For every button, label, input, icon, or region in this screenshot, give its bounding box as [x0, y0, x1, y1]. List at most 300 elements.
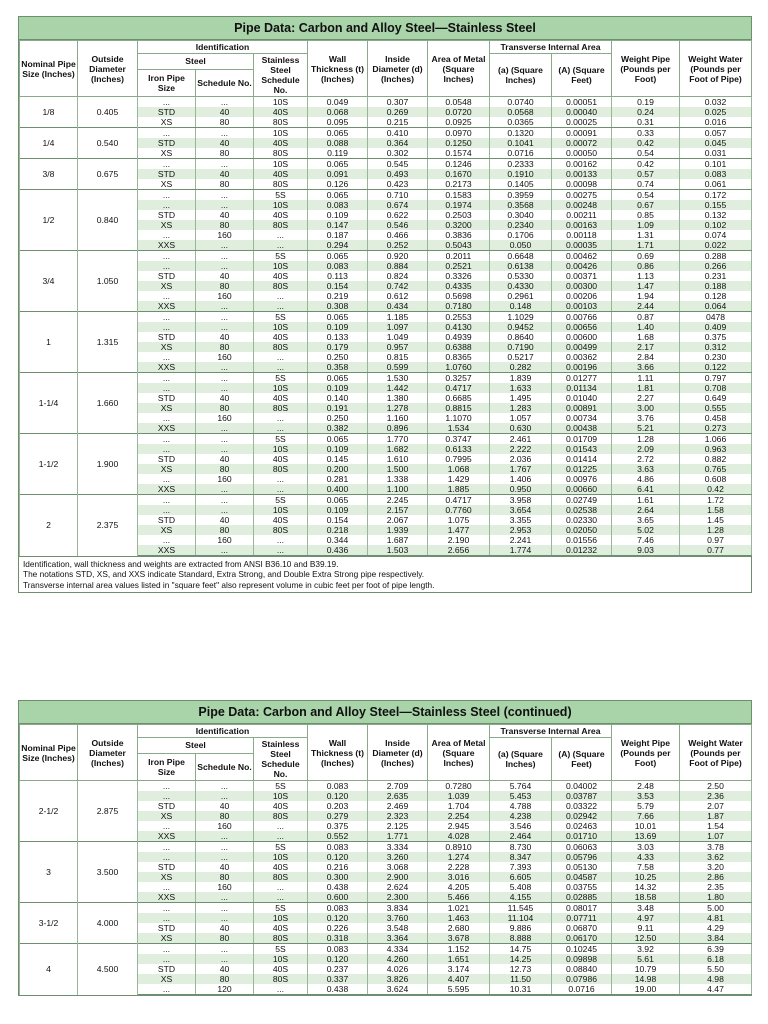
cell-wall-thickness: 0.088 [308, 138, 368, 148]
cell-area-square-inches: 4.155 [490, 892, 552, 903]
cell-area-of-metal: 1.0760 [428, 362, 490, 373]
cell-weight-pipe: 0.54 [612, 190, 680, 201]
header-wall-thickness: Wall Thickness (t) (Inches) [308, 725, 368, 781]
cell-area-square-feet: 0.04587 [552, 872, 612, 882]
cell-stainless-schedule: 40S [254, 210, 308, 220]
cell-area-square-inches: 8.347 [490, 852, 552, 862]
cell-area-square-feet: 0.02749 [552, 495, 612, 506]
cell-weight-pipe: 14.98 [612, 974, 680, 984]
header-schedule-no: Schedule No. [196, 69, 254, 96]
cell-area-of-metal: 0.1574 [428, 148, 490, 159]
cell-inside-diameter: 2.125 [368, 821, 428, 831]
cell-weight-water: 0.375 [680, 332, 752, 342]
cell-weight-pipe: 3.66 [612, 362, 680, 373]
note-line: Transverse internal area values listed in "square feet" also represent volume in cubic feet per foot of pipe length. [23, 579, 435, 590]
cell-wall-thickness: 0.120 [308, 913, 368, 923]
cell-area-square-inches: 4.238 [490, 811, 552, 821]
cell-weight-water: 0.97 [680, 535, 752, 545]
cell-wall-thickness: 0.065 [308, 190, 368, 201]
cell-area-square-inches: 0.2961 [490, 291, 552, 301]
cell-wall-thickness: 0.083 [308, 261, 368, 271]
cell-wall-thickness: 0.065 [308, 373, 368, 384]
cell-area-of-metal: 5.466 [428, 892, 490, 903]
cell-schedule-no: ... [196, 791, 254, 801]
cell-iron-pipe-size: STD [138, 169, 196, 179]
cell-weight-water: 1.87 [680, 811, 752, 821]
cell-area-square-feet: 0.00248 [552, 200, 612, 210]
cell-wall-thickness: 0.109 [308, 383, 368, 393]
cell-schedule-no: 40 [196, 138, 254, 148]
cell-inside-diameter: 0.710 [368, 190, 428, 201]
cell-iron-pipe-size: XS [138, 179, 196, 190]
cell-weight-pipe: 1.13 [612, 271, 680, 281]
cell-weight-water: 1.72 [680, 495, 752, 506]
cell-area-square-feet: 0.00118 [552, 230, 612, 240]
header-steel: Steel [138, 54, 254, 70]
cell-area-square-inches: 0.4330 [490, 281, 552, 291]
cell-stainless-schedule: ... [254, 362, 308, 373]
cell-area-square-inches: 0.8640 [490, 332, 552, 342]
cell-nominal-size: 1/8 [20, 97, 78, 128]
cell-wall-thickness: 0.237 [308, 964, 368, 974]
cell-area-square-inches: 0.630 [490, 423, 552, 434]
cell-stainless-schedule: 40S [254, 801, 308, 811]
cell-inside-diameter: 3.548 [368, 923, 428, 933]
cell-area-of-metal: 0.3257 [428, 373, 490, 384]
cell-iron-pipe-size: STD [138, 271, 196, 281]
cell-schedule-no: ... [196, 261, 254, 271]
cell-wall-thickness: 0.203 [308, 801, 368, 811]
cell-area-of-metal: 0.1246 [428, 159, 490, 170]
cell-schedule-no: 80 [196, 148, 254, 159]
cell-stainless-schedule: ... [254, 474, 308, 484]
cell-weight-pipe: 4.33 [612, 852, 680, 862]
cell-schedule-no: ... [196, 903, 254, 914]
cell-stainless-schedule: 40S [254, 271, 308, 281]
cell-weight-pipe: 1.81 [612, 383, 680, 393]
cell-iron-pipe-size: ... [138, 97, 196, 108]
cell-weight-pipe: 1.40 [612, 322, 680, 332]
cell-weight-water: 1.07 [680, 831, 752, 842]
cell-stainless-schedule: 80S [254, 525, 308, 535]
cell-area-of-metal: 0.3200 [428, 220, 490, 230]
cell-iron-pipe-size: STD [138, 454, 196, 464]
cell-weight-pipe: 5.79 [612, 801, 680, 811]
cell-inside-diameter: 1.049 [368, 332, 428, 342]
cell-wall-thickness: 0.065 [308, 495, 368, 506]
cell-wall-thickness: 0.552 [308, 831, 368, 842]
cell-area-square-feet: 0.00103 [552, 301, 612, 312]
cell-area-of-metal: 0.4130 [428, 322, 490, 332]
cell-stainless-schedule: 5S [254, 495, 308, 506]
cell-area-square-inches: 0.0568 [490, 107, 552, 117]
cell-weight-water: 6.39 [680, 944, 752, 955]
cell-weight-water: 2.36 [680, 791, 752, 801]
cell-inside-diameter: 2.323 [368, 811, 428, 821]
cell-area-square-inches: 3.654 [490, 505, 552, 515]
cell-area-square-feet: 0.00891 [552, 403, 612, 413]
cell-inside-diameter: 4.026 [368, 964, 428, 974]
cell-area-square-inches: 0.050 [490, 240, 552, 251]
cell-area-square-inches: 0.6648 [490, 251, 552, 262]
cell-area-square-feet: 0.01543 [552, 444, 612, 454]
cell-weight-water: 0.031 [680, 148, 752, 159]
table-row [20, 842, 752, 853]
cell-weight-pipe: 0.87 [612, 312, 680, 323]
cell-stainless-schedule: ... [254, 413, 308, 423]
cell-wall-thickness: 0.065 [308, 312, 368, 323]
cell-area-square-feet: 0.00163 [552, 220, 612, 230]
pipe-data-grid [19, 40, 752, 556]
cell-weight-pipe: 12.50 [612, 933, 680, 944]
cell-wall-thickness: 0.140 [308, 393, 368, 403]
cell-iron-pipe-size: STD [138, 964, 196, 974]
cell-wall-thickness: 0.083 [308, 944, 368, 955]
cell-area-of-metal: 1.704 [428, 801, 490, 811]
cell-area-of-metal: 0.8365 [428, 352, 490, 362]
cell-inside-diameter: 0.434 [368, 301, 428, 312]
cell-weight-pipe: 13.69 [612, 831, 680, 842]
cell-stainless-schedule: 80S [254, 403, 308, 413]
cell-weight-pipe: 1.09 [612, 220, 680, 230]
cell-inside-diameter: 0.622 [368, 210, 428, 220]
cell-weight-water: 0478 [680, 312, 752, 323]
cell-outside-diameter: 0.840 [78, 190, 138, 251]
cell-area-square-inches: 0.282 [490, 362, 552, 373]
cell-wall-thickness: 0.191 [308, 403, 368, 413]
cell-wall-thickness: 0.358 [308, 362, 368, 373]
cell-wall-thickness: 0.226 [308, 923, 368, 933]
cell-schedule-no: 160 [196, 413, 254, 423]
cell-stainless-schedule: 80S [254, 179, 308, 190]
cell-iron-pipe-size: XS [138, 148, 196, 159]
cell-schedule-no: 80 [196, 342, 254, 352]
cell-wall-thickness: 0.065 [308, 434, 368, 445]
cell-area-square-inches: 2.953 [490, 525, 552, 535]
cell-area-of-metal: 3.678 [428, 933, 490, 944]
cell-stainless-schedule: 80S [254, 464, 308, 474]
cell-schedule-no: ... [196, 545, 254, 556]
cell-stainless-schedule: 10S [254, 444, 308, 454]
cell-nominal-size: 1/2 [20, 190, 78, 251]
cell-inside-diameter: 1.500 [368, 464, 428, 474]
cell-area-of-metal: 0.7995 [428, 454, 490, 464]
cell-schedule-no: ... [196, 831, 254, 842]
cell-wall-thickness: 0.600 [308, 892, 368, 903]
cell-weight-water: 4.98 [680, 974, 752, 984]
cell-weight-water: 0.231 [680, 271, 752, 281]
cell-weight-pipe: 0.19 [612, 97, 680, 108]
cell-area-of-metal: 1.477 [428, 525, 490, 535]
cell-weight-pipe: 0.33 [612, 128, 680, 139]
cell-inside-diameter: 0.742 [368, 281, 428, 291]
cell-area-of-metal: 0.4717 [428, 383, 490, 393]
header-area-of-metal: Area of Metal (Square Inches) [428, 41, 490, 97]
cell-weight-water: 0.188 [680, 281, 752, 291]
cell-weight-pipe: 19.00 [612, 984, 680, 995]
cell-weight-pipe: 5.61 [612, 954, 680, 964]
table-row [20, 128, 752, 139]
cell-iron-pipe-size: STD [138, 393, 196, 403]
cell-outside-diameter: 4.500 [78, 944, 138, 995]
cell-iron-pipe-size: ... [138, 291, 196, 301]
cell-weight-water: 0.102 [680, 220, 752, 230]
header-area-of-metal: Area of Metal (Square Inches) [428, 725, 490, 781]
cell-area-square-feet: 0.02330 [552, 515, 612, 525]
cell-weight-pipe: 4.97 [612, 913, 680, 923]
cell-weight-pipe: 1.31 [612, 230, 680, 240]
cell-weight-water: 6.18 [680, 954, 752, 964]
cell-iron-pipe-size: STD [138, 515, 196, 525]
cell-area-square-feet: 0.00051 [552, 97, 612, 108]
cell-area-square-feet: 0.01556 [552, 535, 612, 545]
cell-outside-diameter: 2.875 [78, 781, 138, 842]
pipe-data-table-1 [18, 16, 752, 593]
cell-area-square-inches: 1.406 [490, 474, 552, 484]
cell-area-of-metal: 0.5698 [428, 291, 490, 301]
header-identification: Identification [138, 41, 308, 54]
cell-schedule-no: 80 [196, 872, 254, 882]
cell-stainless-schedule: 40S [254, 169, 308, 179]
header-nominal-size: Nominal Pipe Size (Inches) [20, 725, 78, 781]
cell-area-square-feet: 0.00499 [552, 342, 612, 352]
note-line: The notations STD, XS, and XXS indicate Standard, Extra Strong, and Double Extra Strong pipe respectively. [23, 569, 425, 580]
cell-schedule-no: 80 [196, 525, 254, 535]
pipe-data-table-2 [18, 700, 752, 996]
cell-area-of-metal: 4.028 [428, 831, 490, 842]
cell-area-square-feet: 0.06170 [552, 933, 612, 944]
header-wall-thickness: Wall Thickness (t) (Inches) [308, 41, 368, 97]
cell-area-square-feet: 0.02942 [552, 811, 612, 821]
cell-schedule-no: 160 [196, 821, 254, 831]
cell-area-of-metal: 1.075 [428, 515, 490, 525]
cell-stainless-schedule: 10S [254, 383, 308, 393]
cell-area-square-feet: 0.04002 [552, 781, 612, 792]
cell-nominal-size: 4 [20, 944, 78, 995]
cell-wall-thickness: 0.091 [308, 169, 368, 179]
cell-iron-pipe-size: XS [138, 342, 196, 352]
cell-iron-pipe-size: XS [138, 811, 196, 821]
cell-weight-water: 0.155 [680, 200, 752, 210]
cell-iron-pipe-size: ... [138, 495, 196, 506]
cell-inside-diameter: 1.338 [368, 474, 428, 484]
cell-stainless-schedule: ... [254, 352, 308, 362]
cell-nominal-size: 3/8 [20, 159, 78, 190]
header-schedule-no: Schedule No. [196, 753, 254, 780]
cell-area-square-feet: 0.02050 [552, 525, 612, 535]
cell-wall-thickness: 0.187 [308, 230, 368, 240]
cell-weight-pipe: 3.48 [612, 903, 680, 914]
header-identification: Identification [138, 725, 308, 738]
cell-inside-diameter: 4.260 [368, 954, 428, 964]
cell-area-square-feet: 0.00196 [552, 362, 612, 373]
cell-weight-pipe: 5.21 [612, 423, 680, 434]
cell-stainless-schedule: 10S [254, 200, 308, 210]
cell-weight-pipe: 18.58 [612, 892, 680, 903]
cell-area-of-metal: 0.1250 [428, 138, 490, 148]
cell-stainless-schedule: ... [254, 821, 308, 831]
cell-weight-water: 0.409 [680, 322, 752, 332]
cell-area-square-inches: 1.057 [490, 413, 552, 423]
cell-weight-water: 0.882 [680, 454, 752, 464]
cell-wall-thickness: 0.065 [308, 251, 368, 262]
cell-area-square-feet: 0.03787 [552, 791, 612, 801]
cell-inside-diameter: 1.160 [368, 413, 428, 423]
cell-area-square-inches: 1.283 [490, 403, 552, 413]
cell-area-square-inches: 0.148 [490, 301, 552, 312]
cell-area-square-feet: 0.06063 [552, 842, 612, 853]
cell-schedule-no: ... [196, 322, 254, 332]
cell-area-square-inches: 6.605 [490, 872, 552, 882]
cell-weight-pipe: 2.48 [612, 781, 680, 792]
cell-area-square-feet: 0.0716 [552, 984, 612, 995]
cell-outside-diameter: 1.315 [78, 312, 138, 373]
cell-inside-diameter: 0.815 [368, 352, 428, 362]
cell-weight-pipe: 0.42 [612, 138, 680, 148]
cell-schedule-no: 40 [196, 515, 254, 525]
cell-inside-diameter: 0.884 [368, 261, 428, 271]
cell-outside-diameter: 2.375 [78, 495, 138, 556]
cell-area-square-feet: 0.02463 [552, 821, 612, 831]
cell-area-square-inches: 0.1320 [490, 128, 552, 139]
cell-area-square-inches: 2.461 [490, 434, 552, 445]
cell-wall-thickness: 0.154 [308, 515, 368, 525]
cell-wall-thickness: 0.126 [308, 179, 368, 190]
table-row [20, 903, 752, 914]
cell-weight-water: 1.80 [680, 892, 752, 903]
cell-weight-pipe: 6.41 [612, 484, 680, 495]
cell-area-of-metal: 0.6133 [428, 444, 490, 454]
cell-nominal-size: 1-1/4 [20, 373, 78, 434]
cell-stainless-schedule: 5S [254, 781, 308, 792]
cell-area-square-inches: 2.464 [490, 831, 552, 842]
cell-weight-water: 2.86 [680, 872, 752, 882]
cell-area-square-inches: 8.730 [490, 842, 552, 853]
cell-wall-thickness: 0.120 [308, 791, 368, 801]
cell-iron-pipe-size: XS [138, 525, 196, 535]
cell-weight-pipe: 10.01 [612, 821, 680, 831]
cell-inside-diameter: 0.824 [368, 271, 428, 281]
cell-area-of-metal: 0.8815 [428, 403, 490, 413]
cell-area-square-inches: 0.950 [490, 484, 552, 495]
cell-inside-diameter: 0.546 [368, 220, 428, 230]
cell-area-square-feet: 0.08840 [552, 964, 612, 974]
cell-area-square-feet: 0.09898 [552, 954, 612, 964]
cell-iron-pipe-size: STD [138, 107, 196, 117]
cell-schedule-no: 80 [196, 974, 254, 984]
cell-wall-thickness: 0.120 [308, 852, 368, 862]
cell-inside-diameter: 3.760 [368, 913, 428, 923]
cell-weight-pipe: 0.54 [612, 148, 680, 159]
cell-iron-pipe-size: ... [138, 791, 196, 801]
cell-schedule-no: ... [196, 301, 254, 312]
cell-stainless-schedule: 40S [254, 393, 308, 403]
cell-nominal-size: 1-1/2 [20, 434, 78, 495]
cell-area-square-feet: 0.00091 [552, 128, 612, 139]
cell-stainless-schedule: ... [254, 423, 308, 434]
cell-wall-thickness: 0.083 [308, 781, 368, 792]
cell-area-square-inches: 3.958 [490, 495, 552, 506]
cell-inside-diameter: 0.545 [368, 159, 428, 170]
cell-iron-pipe-size: XS [138, 403, 196, 413]
cell-stainless-schedule: ... [254, 545, 308, 556]
cell-area-square-inches: 1.633 [490, 383, 552, 393]
cell-area-square-feet: 0.06870 [552, 923, 612, 933]
cell-weight-water: 0.172 [680, 190, 752, 201]
cell-schedule-no: ... [196, 484, 254, 495]
cell-weight-water: 5.50 [680, 964, 752, 974]
cell-area-of-metal: 5.595 [428, 984, 490, 995]
cell-weight-water: 0.128 [680, 291, 752, 301]
cell-area-of-metal: 1.021 [428, 903, 490, 914]
cell-inside-diameter: 0.896 [368, 423, 428, 434]
cell-stainless-schedule: 80S [254, 872, 308, 882]
cell-area-square-feet: 0.07986 [552, 974, 612, 984]
cell-stainless-schedule: 40S [254, 138, 308, 148]
cell-schedule-no: ... [196, 373, 254, 384]
cell-area-square-inches: 5.453 [490, 791, 552, 801]
cell-area-square-inches: 0.2333 [490, 159, 552, 170]
cell-schedule-no: ... [196, 362, 254, 373]
cell-weight-pipe: 0.69 [612, 251, 680, 262]
header-inside-diameter: Inside Diameter (d) (Inches) [368, 41, 428, 97]
cell-schedule-no: 40 [196, 169, 254, 179]
cell-stainless-schedule: ... [254, 892, 308, 903]
header-nominal-size: Nominal Pipe Size (Inches) [20, 41, 78, 97]
cell-area-of-metal: 0.1583 [428, 190, 490, 201]
cell-area-square-feet: 0.00025 [552, 117, 612, 128]
cell-schedule-no: ... [196, 505, 254, 515]
cell-inside-diameter: 3.834 [368, 903, 428, 914]
cell-wall-thickness: 0.438 [308, 882, 368, 892]
cell-area-of-metal: 2.190 [428, 535, 490, 545]
cell-wall-thickness: 0.179 [308, 342, 368, 352]
cell-area-square-feet: 0.10245 [552, 944, 612, 955]
cell-area-square-inches: 11.104 [490, 913, 552, 923]
cell-inside-diameter: 0.423 [368, 179, 428, 190]
cell-stainless-schedule: 10S [254, 852, 308, 862]
cell-weight-pipe: 1.68 [612, 332, 680, 342]
cell-inside-diameter: 0.252 [368, 240, 428, 251]
cell-iron-pipe-size: ... [138, 413, 196, 423]
cell-schedule-no: 40 [196, 107, 254, 117]
cell-weight-water: 0.045 [680, 138, 752, 148]
cell-area-square-feet: 0.02538 [552, 505, 612, 515]
cell-area-square-inches: 0.7190 [490, 342, 552, 352]
cell-weight-pipe: 0.31 [612, 117, 680, 128]
cell-schedule-no: 80 [196, 933, 254, 944]
cell-weight-pipe: 0.57 [612, 169, 680, 179]
cell-weight-pipe: 3.03 [612, 842, 680, 853]
cell-inside-diameter: 3.334 [368, 842, 428, 853]
cell-weight-water: 0.101 [680, 159, 752, 170]
table-row [20, 944, 752, 955]
cell-wall-thickness: 0.133 [308, 332, 368, 342]
cell-iron-pipe-size: XS [138, 220, 196, 230]
cell-area-of-metal: 2.228 [428, 862, 490, 872]
cell-schedule-no: ... [196, 200, 254, 210]
cell-stainless-schedule: ... [254, 301, 308, 312]
cell-weight-water: 4.29 [680, 923, 752, 933]
cell-inside-diameter: 1.503 [368, 545, 428, 556]
cell-inside-diameter: 1.682 [368, 444, 428, 454]
cell-area-of-metal: 0.2553 [428, 312, 490, 323]
cell-inside-diameter: 1.380 [368, 393, 428, 403]
cell-stainless-schedule: 10S [254, 791, 308, 801]
cell-schedule-no: ... [196, 159, 254, 170]
table-row [20, 190, 752, 201]
cell-schedule-no: 80 [196, 281, 254, 291]
